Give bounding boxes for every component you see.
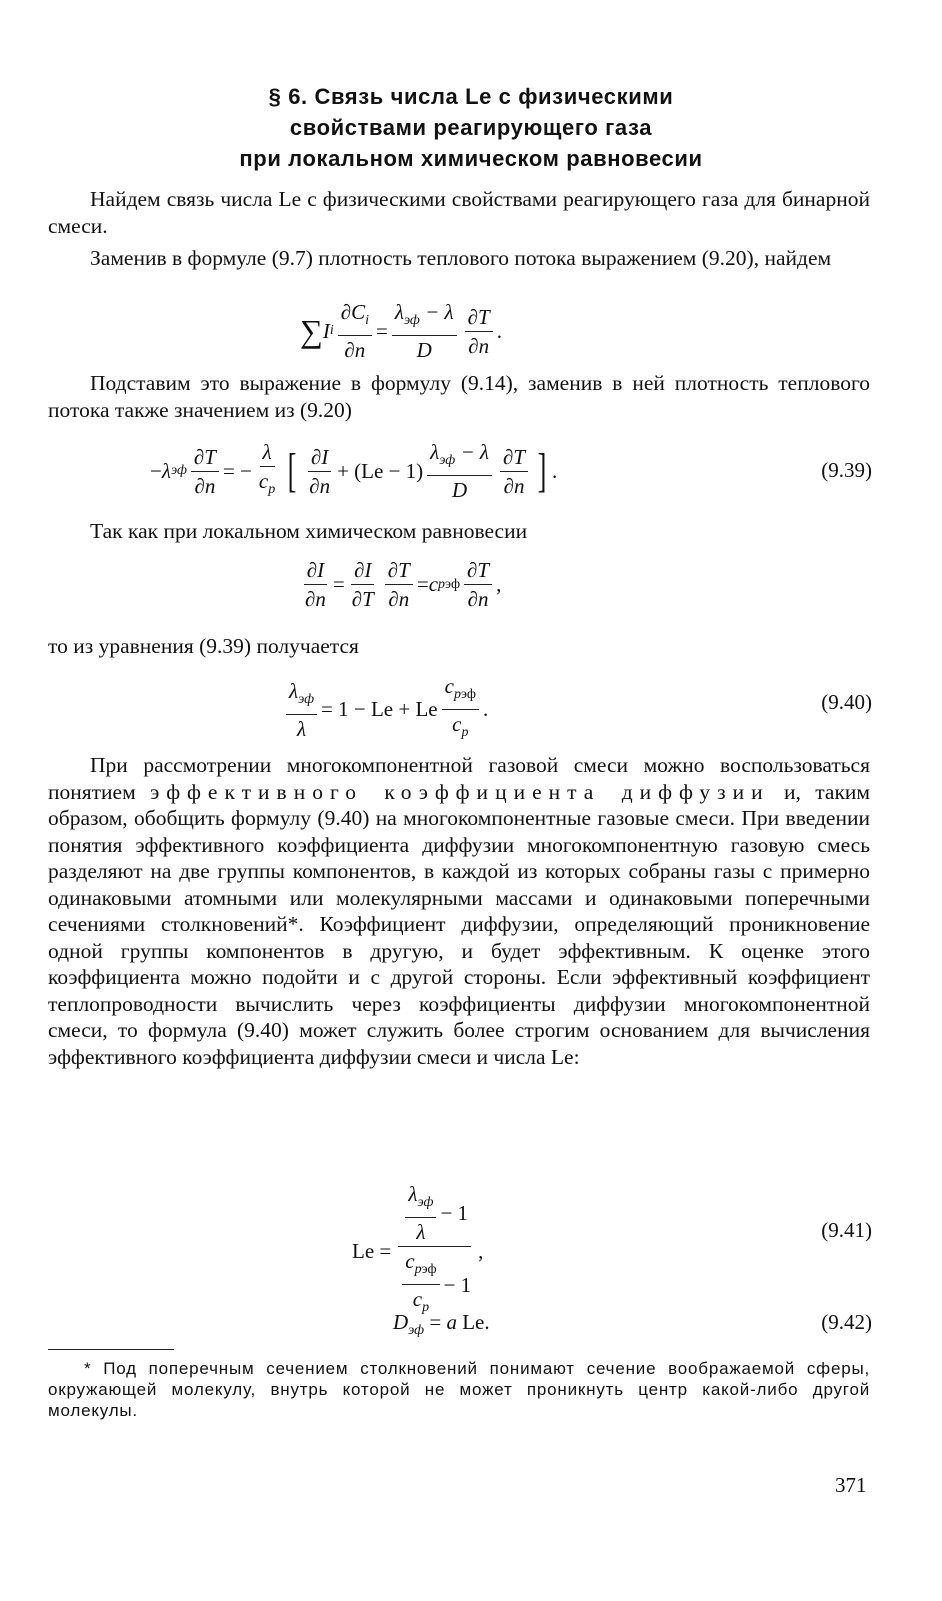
footnote: * Под поперечным сечением столкновений понимают сечение воображаемой сферы, окружающей молекулу, внутрь которой не может проникнуть центр какой-либо другой молекулы. <box>48 1359 870 1420</box>
equation-9-41: Le = $\frac{\lambda_{эф}}{\lambda}$ − 1 $\frac{c_{pэф}}{c_p}$ − 1 , <box>352 1182 484 1315</box>
equation-number-9-40: (9.40) <box>821 690 872 714</box>
paragraph-multicomponent-end: и, таким образом, обобщить формулу (9.40) на многокомпонентные газовые смеси. При введении понятия эффективного коэффициента диффузии многокомпонентную газовую смесь разделяют на две группы компонентов, в каждой из которых собраны газы с примерно одинаковыми атомными или молекулярными массами и одинаковыми поперечными сечениями столкновений*. Коэффициент диффузии, определяющий проникновение одной группы компонентов в другую, и будет эффективным. К оценке этого коэффициента можно подойти и с другой стороны. Если эффективный коэффициент теплопроводности вычислить через коэффициенты диффузии многокомпонентной смеси, то формула (9.40) может служить более строгим основанием для вычисления эффективного коэффициента диффузии смеси и числа Le: <box>48 779 871 1069</box>
equation-number-9-42: (9.42) <box>821 1310 872 1334</box>
section-heading-line-3: при локальном химическом равновесии <box>239 146 703 171</box>
paragraph-intro: Найдем связь числа Le с физическими свойствами реагирующего газа для бинарной смеси. <box>48 187 870 238</box>
paragraph-substitution: Заменив в формуле (9.7) плотность теплового потока выражением (9.20), найдем <box>90 246 832 270</box>
equation-enthalpy-gradient: $\frac{\partial I}{\partial n}$ = $\frac{\partial I}{\partial T}$ $\frac{\partial T}{\partial n}$ = c pэф $\frac{\partial T}{\partial n}$ , <box>305 558 502 611</box>
equation-number-9-39: (9.39) <box>821 458 872 482</box>
paragraph-substitute-9-14: Подставим это выражение в формулу (9.14), заменив в ней плотность теплового потока также значением из (9.20) <box>48 371 870 422</box>
equation-sum-flux: ∑ I i $\frac{\partial C_i}{\partial n}$ = $\frac{\lambda_{эф} - \lambda}{D}$ $\frac{\partial T}{\partial n}$ . <box>300 300 502 362</box>
emphasis-effective-diffusion: эффективного коэффициента диффузии <box>150 779 770 804</box>
equation-9-40: $\frac{\lambda_{эф}}{\lambda}$ = 1 − Le + Le $\frac{c_{pэф}}{c_p}$ . <box>282 674 488 745</box>
paragraph-multicomponent-start: При рассмотрении многокомпонентной газовой смеси можно воспользоваться понятием <box>48 753 870 804</box>
equation-9-42: $D_{эф} = a$ Le. <box>393 1310 490 1338</box>
section-heading-line-1: § 6. Связь числа Le с физическими <box>268 84 674 109</box>
page-number: 371 <box>835 1473 867 1497</box>
footnote-rule <box>48 1349 174 1350</box>
section-heading-line-2: свойствами реагирующего газа <box>289 115 653 140</box>
equation-9-39: − λ эф $\frac{\partial T}{\partial n}$ = − $\frac{\lambda}{c_p}$ [ $\frac{\partial I}{\partial n}$ + (Le − 1) $\frac{\lambda_{эф} - \lambda}{D}$ $\frac{\partial T}{\partial n}$ ] . <box>150 440 558 502</box>
paragraph-local-equilibrium: Так как при локальном химическом равновесии <box>90 519 528 543</box>
paragraph-from-9-39: то из уравнения (9.39) получается <box>48 634 359 658</box>
equation-number-9-41: (9.41) <box>821 1218 872 1242</box>
paragraph-multicomponent <box>48 752 870 1070</box>
